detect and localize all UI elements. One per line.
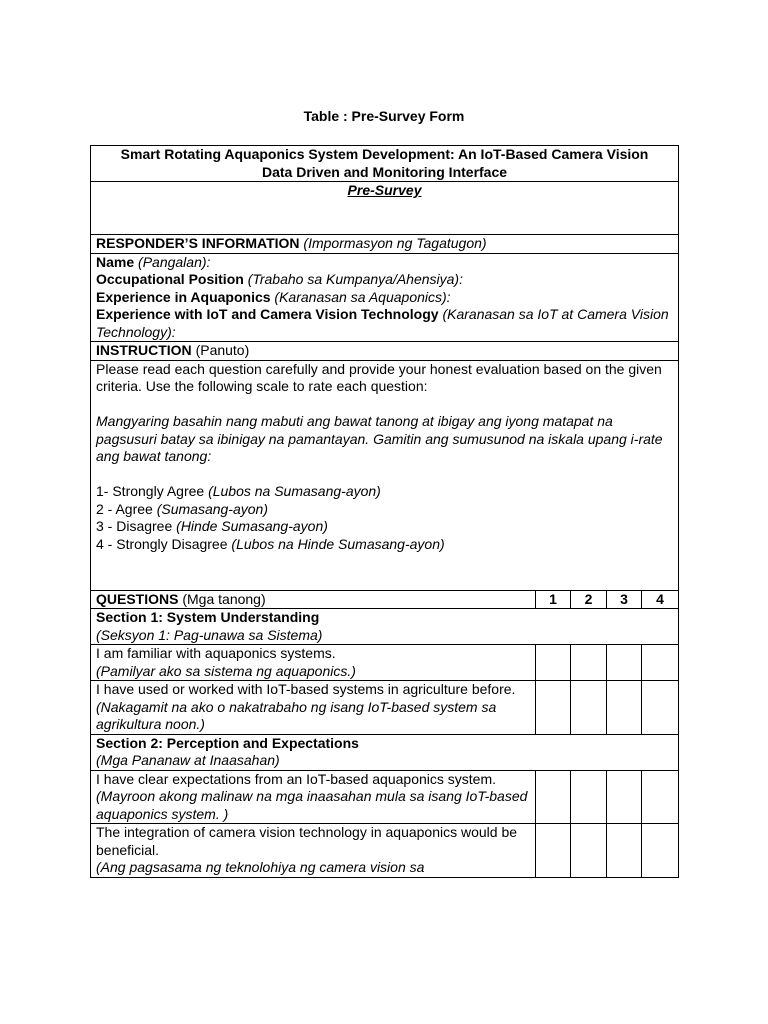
scale-item-4-translation: (Lubos na Hinde Sumasang-ayon): [231, 535, 445, 552]
responder-fields-row: [91, 253, 679, 342]
form-title: [91, 146, 679, 182]
scale-item-2-translation: (Sumasang-ayon): [156, 500, 268, 517]
aquaponics-experience-label: Experience in Aquaponics: [96, 288, 271, 305]
rating-cell-1[interactable]: [536, 824, 571, 878]
questions-header: [91, 590, 536, 609]
scale-item-2: [96, 501, 673, 519]
question-text: [91, 824, 536, 878]
instruction-body-row: [91, 360, 679, 590]
scale-item-4-label: 4 - Strongly Disagree: [96, 535, 228, 552]
name-field[interactable]: [96, 254, 673, 272]
presurvey-heading-cell: [91, 182, 679, 235]
question-text: [91, 770, 536, 824]
scale-item-1-label: 1- Strongly Agree: [96, 483, 205, 499]
form-title-row: [91, 146, 679, 182]
iot-experience-translation: (Karanasan sa IoT at Camera Vision Technology):: [96, 306, 669, 340]
occupation-field-translation: (Trabaho sa Kumpanya/Ahensiya):: [247, 271, 463, 287]
question-tagalog: (Mayroon akong malinaw na mga inaasahan mula sa isang IoT-based aquaponics system. ): [96, 788, 528, 822]
instruction-header-label: INSTRUCTION: [96, 342, 192, 358]
rating-cell-3[interactable]: [607, 681, 642, 735]
responder-header: [91, 235, 679, 254]
question-tagalog: (Ang pagsasama ng teknolohiya ng camera vision sa: [96, 859, 425, 875]
instruction-english: Please read each question carefully and provide your honest evaluation based on the given criteria. Use the following scale to rate each question:: [96, 360, 662, 394]
questions-header-label: QUESTIONS: [96, 590, 179, 607]
aquaponics-experience-translation: (Karanasan sa Aquaponics):: [274, 288, 451, 305]
scale-item-4: [96, 536, 673, 554]
section-2-translation: (Mga Pananaw at Inaasahan): [96, 752, 280, 768]
instruction-header-translation: (Panuto): [195, 342, 250, 358]
section-2-title: Section 2: Perception and Expectations: [96, 734, 359, 751]
question-row: [91, 645, 679, 681]
form-title-line-1: Smart Rotating Aquaponics System Development: An IoT-Based Camera Vision: [120, 146, 649, 162]
rating-column-1: 1: [536, 590, 571, 609]
name-field-translation: (Pangalan):: [138, 253, 211, 270]
section-2-header: [91, 734, 679, 770]
presurvey-row: [91, 182, 679, 235]
question-row: [91, 681, 679, 735]
page-title: Table : Pre-Survey Form: [303, 108, 465, 124]
rating-cell-2[interactable]: [571, 645, 607, 681]
question-text: [91, 645, 536, 681]
responder-fields: [91, 253, 679, 342]
rating-cell-1[interactable]: [536, 770, 571, 824]
responder-header-translation: (Impormasyon ng Tagatugon): [303, 235, 487, 251]
question-english: I am familiar with aquaponics systems.: [96, 645, 336, 661]
question-english: The integration of camera vision technology in aquaponics would be beneficial.: [96, 824, 518, 858]
rating-cell-1[interactable]: [536, 645, 571, 681]
responder-header-label: RESPONDER’S INFORMATION: [96, 235, 300, 251]
question-tagalog: (Pamilyar ako sa sistema ng aquaponics.): [96, 662, 356, 679]
instruction-tagalog: Mangyaring basahin nang mabuti ang bawat tanong at ibigay ang iyong matapat na pagsusuri batay sa ibinigay na pamantayan. Gamitin ang sumusunod na iskala upang i-rate ang bawat tanong:: [96, 413, 663, 464]
name-field-label: Name: [96, 253, 135, 270]
instruction-body: [91, 360, 679, 590]
rating-column-4: 4: [642, 590, 679, 609]
rating-cell-4[interactable]: [642, 645, 679, 681]
iot-experience-field[interactable]: [96, 306, 673, 341]
pre-survey-form-table: [90, 145, 679, 878]
section-1-header: [91, 609, 679, 645]
scale-item-2-label: 2 - Agree: [96, 500, 153, 517]
rating-cell-2[interactable]: [571, 824, 607, 878]
questions-header-translation: (Mga tanong): [182, 590, 266, 607]
form-title-line-2: Data Driven and Monitoring Interface: [262, 163, 508, 180]
question-row: [91, 824, 679, 878]
aquaponics-experience-field[interactable]: [96, 289, 673, 307]
question-row: [91, 770, 679, 824]
questions-header-row: [91, 590, 679, 609]
question-english: I have clear expectations from an IoT-based aquaponics system.: [96, 770, 496, 787]
rating-cell-3[interactable]: [607, 824, 642, 878]
question-tagalog: (Nakagamit na ako o nakatrabaho ng isang IoT-based system sa agrikultura noon.): [96, 698, 497, 732]
responder-header-row: [91, 235, 679, 254]
rating-cell-2[interactable]: [571, 681, 607, 735]
question-text: [91, 681, 536, 735]
rating-cell-3[interactable]: [607, 645, 642, 681]
section-1-translation: (Seksyon 1: Pag-unawa sa Sistema): [96, 626, 323, 643]
occupation-field[interactable]: [96, 271, 673, 289]
section-header-row: [91, 609, 679, 645]
rating-cell-4[interactable]: [642, 770, 679, 824]
rating-cell-2[interactable]: [571, 770, 607, 824]
occupation-field-label: Occupational Position: [96, 271, 244, 287]
question-english: I have used or worked with IoT-based systems in agriculture before.: [96, 681, 516, 697]
rating-column-3: 3: [607, 590, 642, 609]
presurvey-heading: Pre-Survey: [347, 182, 422, 198]
scale-item-3-translation: (Hinde Sumasang-ayon): [176, 518, 328, 534]
scale-item-1-translation: (Lubos na Sumasang-ayon): [208, 483, 381, 499]
scale-item-3-label: 3 - Disagree: [96, 518, 173, 534]
rating-cell-3[interactable]: [607, 770, 642, 824]
rating-cell-4[interactable]: [642, 681, 679, 735]
instruction-header-row: [91, 342, 679, 361]
rating-column-2: 2: [571, 590, 607, 609]
instruction-header: [91, 342, 679, 361]
scale-item-3: [96, 518, 673, 536]
rating-cell-4[interactable]: [642, 824, 679, 878]
scale-item-1: [96, 483, 673, 501]
section-header-row: [91, 734, 679, 770]
iot-experience-label: Experience with IoT and Camera Vision Technology: [96, 306, 439, 322]
rating-cell-1[interactable]: [536, 681, 571, 735]
section-1-title: Section 1: System Understanding: [96, 609, 320, 625]
